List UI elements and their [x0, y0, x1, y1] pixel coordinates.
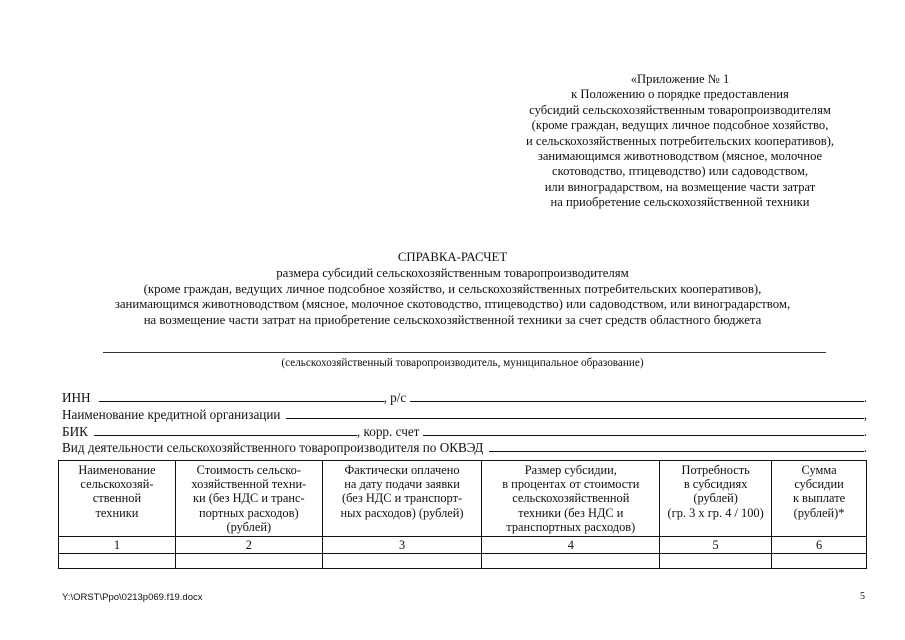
appendix-block	[470, 72, 890, 211]
header-cell-subsidy-need: Потребность в субсидиях (рублей) (гр. 3 х гр. 4 / 100)	[660, 461, 772, 537]
header-cell-actually-paid: Фактически оплачено на дату подачи заявки (без НДС и транспорт- ных расходов) (рублей)	[322, 461, 482, 537]
column-number-row	[59, 537, 867, 554]
account-field[interactable]	[410, 390, 863, 402]
appendix-line: на приобретение сельскохозяйственной техники	[550, 195, 810, 210]
bik-row	[62, 424, 867, 441]
table-cell[interactable]	[59, 554, 176, 569]
table-cell[interactable]	[322, 554, 482, 569]
appendix-line: или виноградарством, на возмещение части затрат	[544, 179, 816, 194]
column-number: 2	[175, 537, 322, 554]
table-cell[interactable]	[772, 554, 867, 569]
header-cell-payout-amount: Сумма субсидии к выплате (рублей)*	[772, 461, 867, 537]
bank-row	[62, 407, 867, 424]
header-cell-equipment-cost: Стоимость сельско- хозяйственной техни- ки (без НДС и транс- портных расходов) (рублей)	[175, 461, 322, 537]
activity-row	[62, 440, 867, 457]
title-heading: СПРАВКА-РАСЧЕТ	[397, 250, 508, 264]
corr-account-label: , корр. счет	[356, 423, 420, 439]
account-label: , р/с	[383, 390, 407, 405]
requisites-fields	[62, 390, 867, 457]
column-number: 1	[59, 537, 176, 554]
end-dot: .	[863, 423, 867, 439]
title-line: занимающимся животноводством (мясное, молочное скотоводство, птицеводство) или садоводством, или виноградарством,	[114, 297, 791, 312]
bank-name-label: Наименование кредитной организации	[62, 406, 281, 422]
appendix-line: к Положению о порядке предоставления	[571, 87, 789, 102]
column-number: 6	[772, 537, 867, 554]
end-comma: ,	[863, 406, 867, 422]
corr-account-field[interactable]	[423, 424, 863, 436]
activity-field[interactable]	[489, 440, 863, 452]
title-line: на возмещение части затрат на приобретение сельскохозяйственной техники за счет средств областного бюджета	[143, 313, 762, 328]
activity-label: Вид деятельности сельскохозяйственного товаропроизводителя по ОКВЭД	[62, 440, 484, 456]
bik-label: БИК	[62, 423, 88, 439]
inn-row	[62, 390, 867, 407]
appendix-line: субсидий сельскохозяйственным товаропроизводителям	[529, 102, 831, 117]
end-dot: .	[863, 440, 867, 456]
bik-field[interactable]	[94, 424, 357, 436]
subsidy-table	[58, 460, 867, 569]
inn-field[interactable]	[99, 390, 384, 402]
appendix-line: занимающимся животноводством (мясное, молочное	[537, 149, 823, 164]
table-header-row	[59, 461, 867, 537]
table-cell[interactable]	[175, 554, 322, 569]
bank-name-field[interactable]	[286, 407, 863, 419]
table-cell[interactable]	[482, 554, 660, 569]
table-cell[interactable]	[660, 554, 772, 569]
appendix-line: «Приложение № 1	[630, 72, 730, 86]
column-number: 4	[482, 537, 660, 554]
footer-file-path: Y:\ORST\Ppo\0213p069.f19.docx	[62, 592, 203, 603]
table-row	[59, 554, 867, 569]
end-dot: .	[863, 390, 867, 405]
inn-label: ИНН	[62, 390, 91, 405]
title-line: размера субсидий сельскохозяйственным товаропроизводителям	[276, 265, 629, 280]
producer-underline[interactable]	[103, 352, 826, 353]
appendix-line: скотоводство, птицеводство) или садоводством,	[552, 164, 808, 179]
appendix-line: (кроме граждан, ведущих личное подсобное хозяйство,	[531, 118, 829, 133]
producer-caption: (сельскохозяйственный товаропроизводитель, муниципальное образование)	[281, 357, 644, 369]
title-line: (кроме граждан, ведущих личное подсобное хозяйство, и сельскохозяйственных потребительских кооперативов),	[143, 281, 762, 296]
page-number: 5	[860, 591, 865, 602]
header-cell-equipment-name: Наименование сельскохозяй- ственной техники	[59, 461, 176, 537]
header-cell-subsidy-percent: Размер субсидии, в процентах от стоимости сельскохозяйственной техники (без НДС и транспортных расходов)	[482, 461, 660, 537]
document-title	[20, 250, 885, 329]
column-number: 3	[322, 537, 482, 554]
appendix-line: и сельскохозяйственных потребительских кооперативов),	[525, 133, 835, 148]
column-number: 5	[660, 537, 772, 554]
